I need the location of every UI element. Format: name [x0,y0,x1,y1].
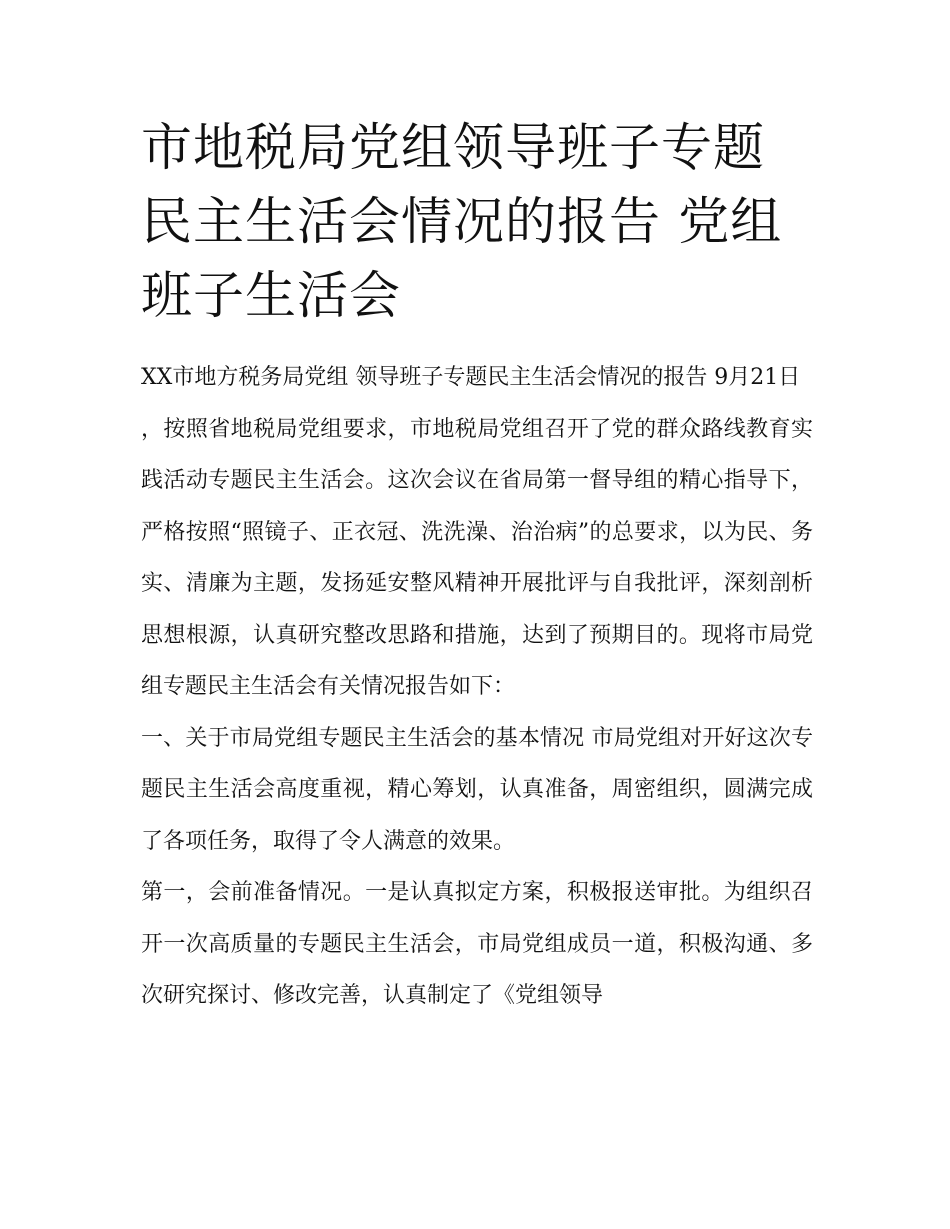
paragraph-intro: ，按照省地税局党组要求，市地税局党组召开了党的群众路线教育实践活动专题民主生活会。这次会议在省局第一督导组的精心指导下，严格按照“照镜子、正衣冠、洗洗澡、治治病”的总要求，以为民、务实、清廉为主题，发扬延安整风精神开展批评与自我批评，深刻剖析思想根源，认真研究整改思路和措施，达到了预期目的。现将市局党组专题民主生活会有关情况报告如下： [141,416,813,699]
document-page [141,112,813,1022]
paragraph-section-one: 一、关于市局党组专题民主生活会的基本情况 市局党组对开好这次专题民主生活会高度重视，精心筹划，认真准备，周密组织，圆满完成了各项任务，取得了令人满意的效果。 [141,725,813,854]
paragraph-header-line: XX市地方税务局党组 领导班子专题民主生活会情况的报告 9月21日 [141,365,801,390]
paragraph-preparation: 第一，会前准备情况。一是认真拟定方案，积极报送审批。为组织召开一次高质量的专题民主生活会，市局党组成员一道，积极沟通、多次研究探讨、修改完善，认真制定了《党组领导 [141,880,813,1008]
document-title: 市地税局党组领导班子专题民主生活会情况的报告 党组班子生活会 [141,119,783,326]
